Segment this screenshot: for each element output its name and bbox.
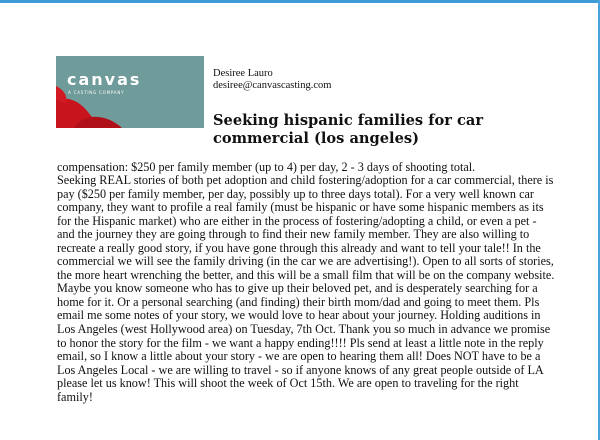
logo-tagline: A CASTING COMPANY — [68, 90, 125, 95]
contact-name: Desiree Lauro — [213, 68, 273, 79]
page-title: Seeking hispanic families for car commercial (los angeles) — [213, 112, 484, 147]
contact-block — [213, 68, 331, 92]
compensation-line: compensation: $250 per family member (up to 4) per day, 2 - 3 days of shooting total. — [57, 160, 476, 174]
contact-email[interactable]: desiree@canvascasting.com — [213, 80, 332, 91]
posting-body: Seeking REAL stories of both pet adoption and child fostering/adoption for a car commercial, there is pay ($250 per family member, per day, possibly up to three days total). For a very well known car company, they want to profile a real family (must be hispanic or have some hispanic members as its for the Hispanic market) who are either in the process of fostering/adopting a child, or even a pet - and the journey they are going through to find their new family member. They are also willing to recreate a really good story, if you have gone through this already and want to tell your tale!! In the commercial we will see the family driving (in the car we are advertising!). Open to all sorts of stories, the more heart wrenching the better, and this will be a small film that will be on the company website. Maybe you know someone who has to give up their beloved pet, and is desperately searching for a home for it. Or a personal searching (and finding) their birth mom/dad and going to meet them. Pls email me some notes of your story, we would love to hear about your journey. Holding auditions in Los Angeles (west Hollywood area) on Tuesday, 7th Oct. Thank you so much in advance we promise to honor the story for the film - we want a happy ending!!!! Pls send at least a little note in the reply email, so I know a little about your story - we are open to hearing them all! Does NOT have to be a Los Angeles Local - we are willing to travel - so if anyone knows of any great people outside of LA please let us know! This will shoot the week of Oct 15th. We are open to traveling for the right family! — [57, 173, 555, 404]
canvas-logo — [56, 56, 204, 128]
top-border — [0, 0, 600, 3]
logo-wordmark: canvas — [67, 70, 142, 89]
